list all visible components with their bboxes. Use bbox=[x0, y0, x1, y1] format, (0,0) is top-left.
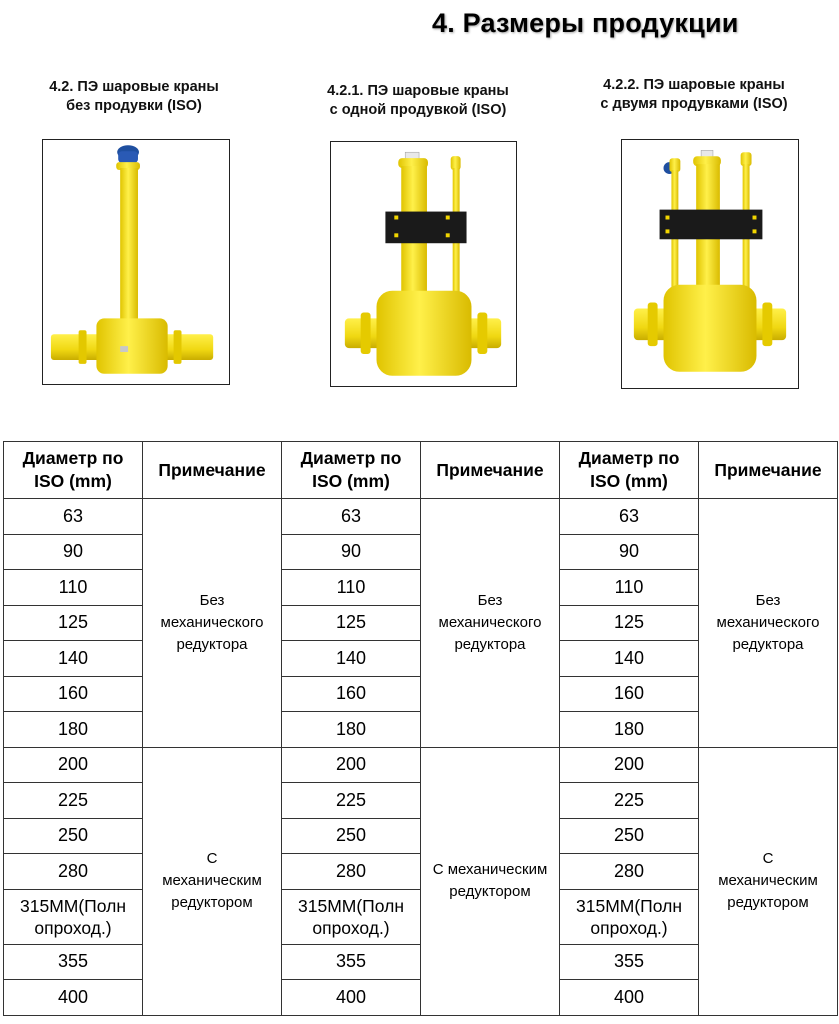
diameter-text: опроход.) bbox=[312, 917, 390, 938]
note-text: редуктором bbox=[171, 894, 253, 911]
diameter-cell: 280 bbox=[4, 854, 143, 890]
product-caption-no-purge bbox=[14, 78, 254, 116]
note-text: механического bbox=[716, 613, 820, 631]
header-note: Примечание bbox=[421, 442, 560, 499]
diameter-cell bbox=[4, 889, 143, 944]
product-caption-two-purges bbox=[574, 76, 814, 114]
note-text: редуктора bbox=[176, 635, 248, 653]
diameter-cell: 280 bbox=[282, 854, 421, 890]
diameter-cell: 125 bbox=[4, 605, 143, 641]
header-text: Диаметр по bbox=[300, 448, 402, 468]
diameter-cell: 355 bbox=[4, 944, 143, 980]
diameter-cell: 250 bbox=[4, 818, 143, 854]
diameter-cell: 180 bbox=[4, 712, 143, 748]
diameter-cell: 180 bbox=[560, 712, 699, 748]
diameter-cell: 63 bbox=[4, 499, 143, 535]
note-text: Без bbox=[199, 591, 225, 609]
note-cell-with-reducer bbox=[699, 747, 838, 1015]
diameter-text: 315MM(Полн bbox=[298, 895, 404, 916]
header-note: Примечание bbox=[699, 442, 838, 499]
diameter-cell: 63 bbox=[560, 499, 699, 535]
note-cell-without-reducer bbox=[421, 499, 560, 748]
diameter-cell: 250 bbox=[560, 818, 699, 854]
product-photo-two-purges bbox=[621, 139, 799, 389]
page-title: 4. Размеры продукции bbox=[432, 8, 739, 38]
diameter-cell: 200 bbox=[4, 747, 143, 783]
product-photo-no-purge bbox=[42, 139, 230, 385]
header-text: Диаметр по bbox=[578, 448, 680, 468]
diameter-cell: 160 bbox=[4, 676, 143, 712]
diameter-cell bbox=[560, 889, 699, 944]
note-text: редуктором bbox=[449, 883, 531, 900]
diameter-text: 315MM(Полн bbox=[576, 895, 682, 916]
table-row bbox=[4, 499, 838, 535]
caption-line: без продувки (ISO) bbox=[66, 98, 202, 114]
diameter-cell: 400 bbox=[4, 980, 143, 1016]
header-text: ISO (mm) bbox=[34, 471, 112, 491]
ball-valve-no-purge-illustration bbox=[43, 140, 229, 384]
diameter-cell: 200 bbox=[560, 747, 699, 783]
diameter-cell: 90 bbox=[4, 534, 143, 570]
diameter-text: опроход.) bbox=[34, 917, 112, 938]
diameter-cell: 140 bbox=[282, 641, 421, 677]
diameter-cell: 200 bbox=[282, 747, 421, 783]
diameter-cell: 110 bbox=[282, 570, 421, 606]
note-cell-without-reducer bbox=[143, 499, 282, 748]
header-text: ISO (mm) bbox=[312, 471, 390, 491]
diameter-cell: 125 bbox=[560, 605, 699, 641]
diameter-cell: 110 bbox=[560, 570, 699, 606]
diameter-text: 315MM(Полн bbox=[20, 895, 126, 916]
note-cell-with-reducer bbox=[143, 747, 282, 1015]
caption-line: 4.2. ПЭ шаровые краны bbox=[49, 79, 219, 95]
diameter-cell: 225 bbox=[4, 783, 143, 819]
diameter-cell: 355 bbox=[282, 944, 421, 980]
header-text: ISO (mm) bbox=[590, 471, 668, 491]
diameter-cell: 160 bbox=[282, 676, 421, 712]
caption-line: 4.2.1. ПЭ шаровые краны bbox=[327, 83, 509, 99]
note-text: механического bbox=[160, 613, 264, 631]
note-text: редуктора bbox=[732, 635, 804, 653]
diameter-cell: 90 bbox=[560, 534, 699, 570]
diameter-cell: 250 bbox=[282, 818, 421, 854]
diameter-cell: 280 bbox=[560, 854, 699, 890]
diameter-cell: 160 bbox=[560, 676, 699, 712]
note-cell-with-reducer bbox=[421, 747, 560, 1015]
header-diameter bbox=[282, 442, 421, 499]
ball-valve-two-purges-illustration bbox=[622, 140, 798, 388]
diameter-cell: 63 bbox=[282, 499, 421, 535]
diameter-cell: 225 bbox=[560, 783, 699, 819]
dimensions-table bbox=[3, 441, 838, 1016]
diameter-cell: 140 bbox=[4, 641, 143, 677]
header-text: Диаметр по bbox=[22, 448, 124, 468]
product-caption-one-purge bbox=[296, 82, 540, 120]
note-text: механическим bbox=[162, 872, 262, 889]
diameter-cell: 355 bbox=[560, 944, 699, 980]
note-text: С механическим bbox=[432, 861, 548, 878]
header-diameter bbox=[4, 442, 143, 499]
diameter-cell: 110 bbox=[4, 570, 143, 606]
ball-valve-one-purge-illustration bbox=[331, 142, 516, 386]
note-text: редуктором bbox=[727, 894, 809, 911]
header-note: Примечание bbox=[143, 442, 282, 499]
note-text: С bbox=[206, 850, 218, 867]
diameter-cell: 90 bbox=[282, 534, 421, 570]
diameter-cell: 400 bbox=[560, 980, 699, 1016]
header-diameter bbox=[560, 442, 699, 499]
table-row bbox=[4, 747, 838, 783]
note-text: механическим bbox=[718, 872, 818, 889]
diameter-cell: 125 bbox=[282, 605, 421, 641]
table-header-row bbox=[4, 442, 838, 499]
diameter-cell: 140 bbox=[560, 641, 699, 677]
product-photo-one-purge bbox=[330, 141, 517, 387]
diameter-cell: 400 bbox=[282, 980, 421, 1016]
note-cell-without-reducer bbox=[699, 499, 838, 748]
note-text: Без bbox=[755, 591, 781, 609]
note-text: С bbox=[762, 850, 774, 867]
note-text: редуктора bbox=[454, 635, 526, 653]
diameter-cell: 225 bbox=[282, 783, 421, 819]
caption-line: с одной продувкой (ISO) bbox=[329, 102, 507, 118]
caption-line: с двумя продувками (ISO) bbox=[600, 96, 788, 112]
diameter-cell: 180 bbox=[282, 712, 421, 748]
note-text: механического bbox=[438, 613, 542, 631]
note-text: Без bbox=[477, 591, 503, 609]
caption-line: 4.2.2. ПЭ шаровые краны bbox=[603, 77, 785, 93]
diameter-cell bbox=[282, 889, 421, 944]
diameter-text: опроход.) bbox=[590, 917, 668, 938]
